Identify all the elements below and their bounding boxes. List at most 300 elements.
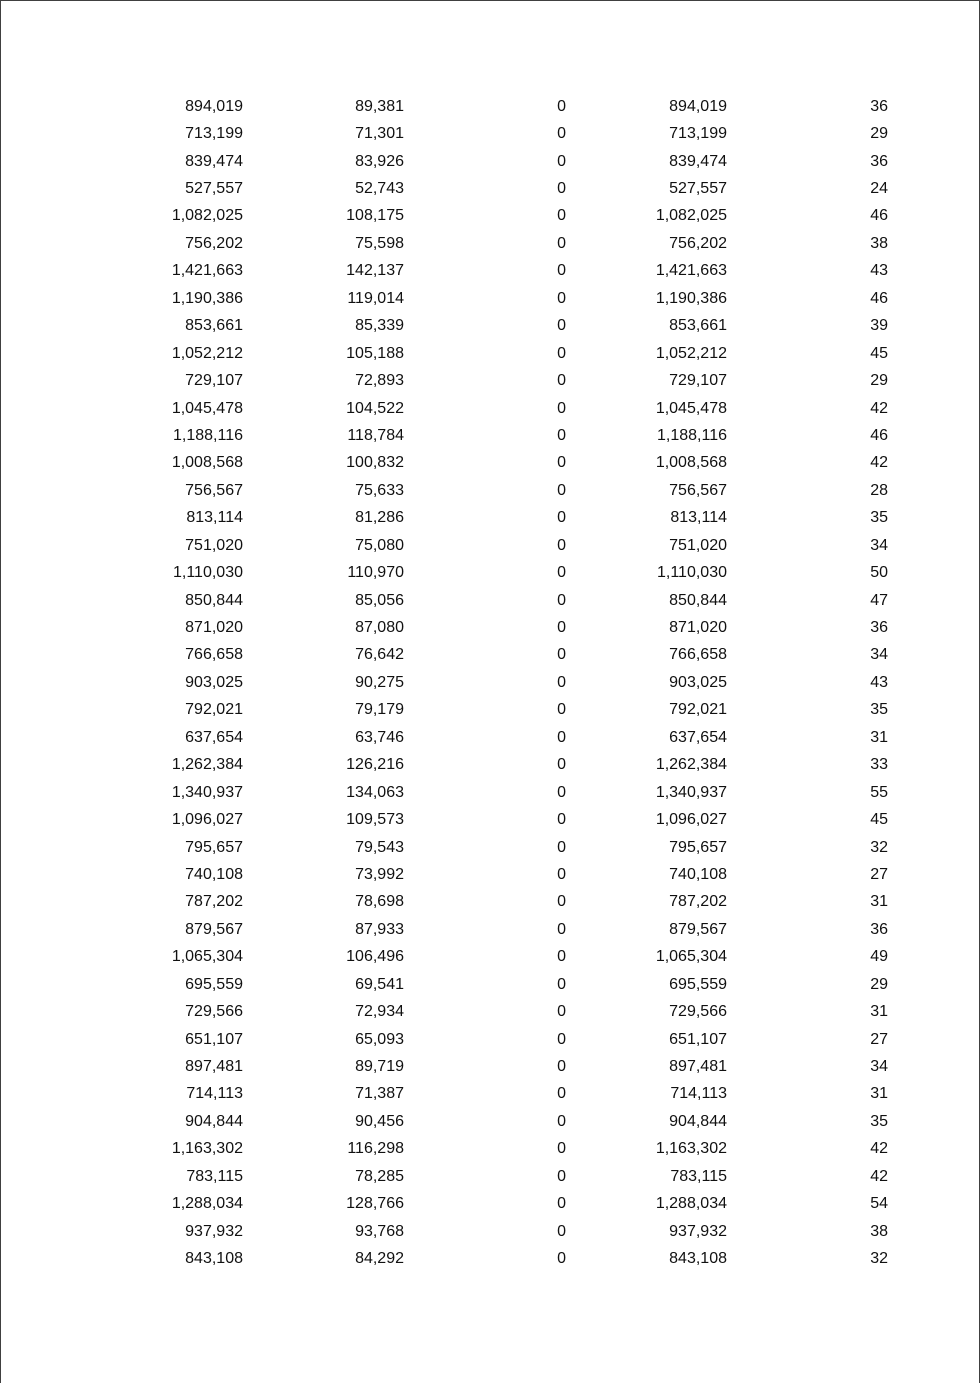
table-cell-col-1: 637,654	[185, 728, 243, 746]
table-cell-col-2: 79,543	[355, 838, 404, 856]
table-row	[0, 697, 980, 724]
table-cell-col-1: 894,019	[185, 97, 243, 115]
table-cell-col-1: 904,844	[185, 1112, 243, 1130]
row-padding	[888, 532, 980, 559]
table-cell-col-5: 42	[870, 1140, 888, 1158]
table-cell-col-3: 0	[557, 975, 566, 993]
row-padding	[888, 998, 980, 1025]
table-row	[0, 367, 980, 394]
table-cell-col-2: 108,175	[346, 207, 404, 225]
table-cell-col-2: 93,768	[355, 1222, 404, 1240]
table-cell-col-4: 1,421,663	[655, 262, 727, 280]
table-cell-col-1: 695,559	[185, 975, 243, 993]
row-padding	[888, 258, 980, 285]
table-row	[0, 285, 980, 312]
table-cell-col-2: 85,056	[355, 591, 404, 609]
row-padding	[888, 724, 980, 751]
table-cell-col-4: 903,025	[669, 673, 727, 691]
table-row	[0, 559, 980, 586]
row-padding	[888, 669, 980, 696]
table-cell-col-4: 853,661	[669, 317, 727, 335]
table-cell-col-2: 87,080	[355, 619, 404, 637]
table-row	[0, 1108, 980, 1135]
table-cell-col-5: 31	[870, 728, 888, 746]
table-cell-col-4: 695,559	[669, 975, 727, 993]
row-padding	[888, 642, 980, 669]
table-cell-col-2: 100,832	[346, 454, 404, 472]
table-cell-col-5: 42	[870, 454, 888, 472]
table-cell-col-1: 1,188,116	[173, 426, 243, 444]
table-cell-col-2: 90,275	[355, 673, 404, 691]
row-padding	[888, 971, 980, 998]
table-cell-col-2: 84,292	[355, 1250, 404, 1268]
table-row	[0, 1245, 980, 1272]
table-cell-col-3: 0	[557, 838, 566, 856]
table-cell-col-5: 35	[870, 509, 888, 527]
table-cell-col-4: 937,932	[669, 1222, 727, 1240]
row-padding	[888, 120, 980, 147]
table-cell-col-1: 714,113	[186, 1085, 243, 1103]
table-cell-col-5: 34	[870, 646, 888, 664]
table-cell-col-3: 0	[557, 646, 566, 664]
row-padding	[888, 1053, 980, 1080]
table-row	[0, 1026, 980, 1053]
table-cell-col-3: 0	[557, 1222, 566, 1240]
table-cell-col-1: 897,481	[185, 1058, 243, 1076]
table-cell-col-1: 766,658	[185, 646, 243, 664]
table-cell-col-5: 31	[870, 893, 888, 911]
table-cell-col-4: 527,557	[669, 180, 727, 198]
table-cell-col-2: 83,926	[355, 152, 404, 170]
table-cell-col-4: 756,567	[669, 481, 727, 499]
table-cell-col-4: 1,188,116	[657, 426, 727, 444]
table-row	[0, 806, 980, 833]
table-cell-col-3: 0	[557, 619, 566, 637]
table-cell-col-2: 118,784	[347, 426, 404, 444]
row-padding	[888, 587, 980, 614]
table-cell-col-2: 119,014	[347, 289, 404, 307]
row-padding	[888, 1191, 980, 1218]
row-padding	[888, 175, 980, 202]
table-cell-col-4: 714,113	[670, 1085, 727, 1103]
table-cell-col-1: 651,107	[185, 1030, 243, 1048]
table-cell-col-1: 1,163,302	[171, 1140, 243, 1158]
table-cell-col-5: 50	[870, 564, 888, 582]
table-cell-col-3: 0	[557, 591, 566, 609]
row-padding	[888, 1136, 980, 1163]
table-cell-col-4: 1,163,302	[655, 1140, 727, 1158]
table-cell-col-2: 89,381	[355, 97, 404, 115]
table-cell-col-1: 740,108	[185, 865, 243, 883]
table-cell-col-3: 0	[557, 1030, 566, 1048]
table-row	[0, 450, 980, 477]
row-padding	[888, 477, 980, 504]
table-cell-col-3: 0	[557, 180, 566, 198]
table-cell-col-2: 128,766	[346, 1195, 404, 1213]
table-cell-col-3: 0	[557, 97, 566, 115]
table-cell-col-2: 75,598	[355, 234, 404, 252]
table-row	[0, 944, 980, 971]
table-cell-col-3: 0	[557, 536, 566, 554]
table-row	[0, 1191, 980, 1218]
row-padding	[888, 505, 980, 532]
table-cell-col-1: 751,020	[185, 536, 243, 554]
table-cell-col-5: 45	[870, 811, 888, 829]
table-cell-col-4: 740,108	[669, 865, 727, 883]
table-cell-col-3: 0	[557, 865, 566, 883]
table-cell-col-3: 0	[557, 454, 566, 472]
table-cell-col-2: 87,933	[355, 920, 404, 938]
table-cell-col-4: 879,567	[669, 920, 727, 938]
table-cell-col-5: 33	[870, 756, 888, 774]
table-cell-col-5: 32	[870, 838, 888, 856]
table-cell-col-3: 0	[557, 673, 566, 691]
table-cell-col-1: 1,096,027	[171, 811, 243, 829]
table-cell-col-4: 871,020	[669, 619, 727, 637]
table-cell-col-1: 903,025	[185, 673, 243, 691]
table-row	[0, 120, 980, 147]
table-cell-col-3: 0	[557, 728, 566, 746]
table-cell-col-5: 35	[870, 701, 888, 719]
table-cell-col-5: 36	[870, 619, 888, 637]
table-cell-col-5: 55	[870, 783, 888, 801]
table-cell-col-4: 651,107	[669, 1030, 727, 1048]
table-cell-col-3: 0	[557, 1195, 566, 1213]
table-cell-col-5: 46	[870, 207, 888, 225]
row-padding	[888, 697, 980, 724]
table-cell-col-1: 853,661	[185, 317, 243, 335]
table-cell-col-2: 90,456	[355, 1112, 404, 1130]
table-row	[0, 1163, 980, 1190]
table-cell-col-4: 894,019	[669, 97, 727, 115]
table-cell-col-5: 39	[870, 317, 888, 335]
table-cell-col-2: 65,093	[355, 1030, 404, 1048]
table-cell-col-3: 0	[557, 1140, 566, 1158]
row-padding	[888, 752, 980, 779]
table-row	[0, 395, 980, 422]
table-cell-col-1: 1,008,568	[171, 454, 243, 472]
data-table	[0, 93, 980, 1273]
table-cell-col-4: 729,566	[669, 1003, 727, 1021]
table-row	[0, 93, 980, 120]
table-cell-col-2: 52,743	[355, 180, 404, 198]
table-cell-col-5: 34	[870, 536, 888, 554]
row-padding	[888, 422, 980, 449]
table-row	[0, 724, 980, 751]
table-cell-col-5: 36	[870, 97, 888, 115]
table-cell-col-4: 1,052,212	[655, 344, 727, 362]
table-cell-col-1: 792,021	[185, 701, 243, 719]
table-cell-col-4: 1,008,568	[655, 454, 727, 472]
row-padding	[888, 340, 980, 367]
table-cell-col-4: 1,288,034	[655, 1195, 727, 1213]
table-cell-col-3: 0	[557, 399, 566, 417]
table-cell-col-3: 0	[557, 1085, 566, 1103]
table-row	[0, 532, 980, 559]
table-cell-col-5: 38	[870, 1222, 888, 1240]
table-cell-col-3: 0	[557, 207, 566, 225]
table-cell-col-3: 0	[557, 152, 566, 170]
table-cell-col-4: 751,020	[669, 536, 727, 554]
table-cell-col-4: 1,096,027	[655, 811, 727, 829]
table-cell-col-1: 813,114	[186, 509, 243, 527]
table-cell-col-4: 1,110,030	[657, 564, 727, 582]
table-cell-col-1: 1,190,386	[171, 289, 243, 307]
table-cell-col-1: 850,844	[185, 591, 243, 609]
table-row	[0, 614, 980, 641]
table-cell-col-5: 45	[870, 344, 888, 362]
table-cell-col-4: 813,114	[670, 509, 727, 527]
table-cell-col-3: 0	[557, 1112, 566, 1130]
table-cell-col-5: 27	[870, 865, 888, 883]
table-cell-col-5: 24	[870, 180, 888, 198]
table-cell-col-2: 75,633	[355, 481, 404, 499]
row-padding	[888, 889, 980, 916]
table-cell-col-1: 937,932	[185, 1222, 243, 1240]
table-cell-col-2: 110,970	[347, 564, 404, 582]
table-cell-col-4: 1,340,937	[655, 783, 727, 801]
table-cell-col-2: 142,137	[346, 262, 404, 280]
row-padding	[888, 1245, 980, 1272]
table-cell-col-1: 1,340,937	[171, 783, 243, 801]
table-row	[0, 1053, 980, 1080]
row-padding	[888, 1163, 980, 1190]
table-cell-col-4: 1,262,384	[655, 756, 727, 774]
row-padding	[888, 779, 980, 806]
table-cell-col-2: 109,573	[346, 811, 404, 829]
table-row	[0, 230, 980, 257]
table-cell-col-2: 73,992	[355, 865, 404, 883]
table-cell-col-2: 105,188	[346, 344, 404, 362]
table-cell-col-4: 787,202	[669, 893, 727, 911]
table-cell-col-5: 43	[870, 262, 888, 280]
table-cell-col-1: 756,567	[185, 481, 243, 499]
table-body	[0, 93, 980, 1273]
table-cell-col-4: 1,082,025	[655, 207, 727, 225]
table-cell-col-5: 34	[870, 1058, 888, 1076]
row-padding	[888, 1218, 980, 1245]
table-cell-col-5: 31	[870, 1003, 888, 1021]
table-row	[0, 340, 980, 367]
table-cell-col-1: 1,045,478	[171, 399, 243, 417]
table-cell-col-3: 0	[557, 262, 566, 280]
table-cell-col-1: 1,052,212	[171, 344, 243, 362]
table-cell-col-1: 1,262,384	[171, 756, 243, 774]
table-cell-col-4: 843,108	[669, 1250, 727, 1268]
table-cell-col-1: 1,110,030	[173, 564, 243, 582]
table-cell-col-2: 79,179	[355, 701, 404, 719]
table-row	[0, 477, 980, 504]
table-cell-col-4: 850,844	[669, 591, 727, 609]
table-cell-col-5: 43	[870, 673, 888, 691]
row-padding	[888, 203, 980, 230]
table-cell-col-3: 0	[557, 1167, 566, 1185]
table-cell-col-5: 29	[870, 125, 888, 143]
table-cell-col-2: 72,934	[355, 1003, 404, 1021]
table-cell-col-3: 0	[557, 893, 566, 911]
table-cell-col-3: 0	[557, 1250, 566, 1268]
row-padding	[888, 395, 980, 422]
row-padding	[888, 916, 980, 943]
row-padding	[888, 93, 980, 120]
table-cell-col-4: 1,190,386	[655, 289, 727, 307]
table-cell-col-4: 897,481	[669, 1058, 727, 1076]
table-cell-col-2: 81,286	[355, 509, 404, 527]
table-cell-col-5: 38	[870, 234, 888, 252]
table-cell-col-3: 0	[557, 372, 566, 390]
table-cell-col-5: 31	[870, 1085, 888, 1103]
table-cell-col-5: 36	[870, 152, 888, 170]
table-cell-col-3: 0	[557, 811, 566, 829]
table-cell-col-5: 27	[870, 1030, 888, 1048]
table-row	[0, 1081, 980, 1108]
table-cell-col-3: 0	[557, 344, 566, 362]
table-row	[0, 422, 980, 449]
table-cell-col-4: 729,107	[669, 372, 727, 390]
table-cell-col-1: 729,566	[185, 1003, 243, 1021]
table-cell-col-1: 713,199	[185, 125, 243, 143]
table-cell-col-1: 843,108	[185, 1250, 243, 1268]
table-cell-col-1: 756,202	[185, 234, 243, 252]
table-cell-col-2: 78,285	[355, 1167, 404, 1185]
row-padding	[888, 230, 980, 257]
table-cell-col-2: 106,496	[346, 948, 404, 966]
table-cell-col-3: 0	[557, 756, 566, 774]
table-cell-col-1: 783,115	[186, 1167, 243, 1185]
table-row	[0, 752, 980, 779]
table-cell-col-5: 36	[870, 920, 888, 938]
row-padding	[888, 148, 980, 175]
table-cell-col-4: 839,474	[669, 152, 727, 170]
table-cell-col-2: 69,541	[355, 975, 404, 993]
table-cell-col-3: 0	[557, 920, 566, 938]
row-padding	[888, 367, 980, 394]
row-padding	[888, 313, 980, 340]
table-row	[0, 971, 980, 998]
table-row	[0, 916, 980, 943]
table-cell-col-3: 0	[557, 426, 566, 444]
table-cell-col-5: 46	[870, 426, 888, 444]
table-cell-col-2: 89,719	[355, 1058, 404, 1076]
table-row	[0, 148, 980, 175]
row-padding	[888, 944, 980, 971]
row-padding	[888, 861, 980, 888]
table-cell-col-1: 787,202	[185, 893, 243, 911]
table-row	[0, 998, 980, 1025]
table-cell-col-1: 871,020	[185, 619, 243, 637]
table-cell-col-3: 0	[557, 289, 566, 307]
table-row	[0, 834, 980, 861]
table-cell-col-4: 904,844	[669, 1112, 727, 1130]
table-row	[0, 669, 980, 696]
table-row	[0, 779, 980, 806]
table-cell-col-5: 42	[870, 399, 888, 417]
row-padding	[888, 450, 980, 477]
table-cell-col-2: 75,080	[355, 536, 404, 554]
row-padding	[888, 806, 980, 833]
table-cell-col-4: 756,202	[669, 234, 727, 252]
table-row	[0, 175, 980, 202]
table-cell-col-4: 637,654	[669, 728, 727, 746]
row-padding	[888, 1081, 980, 1108]
table-cell-col-5: 29	[870, 372, 888, 390]
table-cell-col-1: 527,557	[185, 180, 243, 198]
table-cell-col-2: 76,642	[355, 646, 404, 664]
table-cell-col-1: 839,474	[185, 152, 243, 170]
table-cell-col-4: 1,045,478	[655, 399, 727, 417]
table-cell-col-2: 126,216	[346, 756, 404, 774]
table-cell-col-5: 46	[870, 289, 888, 307]
table-cell-col-1: 1,065,304	[171, 948, 243, 966]
row-padding	[888, 1026, 980, 1053]
table-cell-col-3: 0	[557, 1058, 566, 1076]
table-cell-col-2: 71,387	[355, 1085, 404, 1103]
table-row	[0, 313, 980, 340]
row-padding	[888, 614, 980, 641]
table-cell-col-2: 134,063	[346, 783, 404, 801]
table-cell-col-1: 1,288,034	[171, 1195, 243, 1213]
table-row	[0, 1136, 980, 1163]
table-row	[0, 1218, 980, 1245]
table-cell-col-4: 766,658	[669, 646, 727, 664]
table-cell-col-5: 35	[870, 1112, 888, 1130]
table-cell-col-2: 72,893	[355, 372, 404, 390]
table-cell-col-5: 49	[870, 948, 888, 966]
table-cell-col-2: 78,698	[355, 893, 404, 911]
row-padding	[888, 834, 980, 861]
table-cell-col-3: 0	[557, 948, 566, 966]
table-cell-col-2: 116,298	[347, 1140, 404, 1158]
table-cell-col-3: 0	[557, 564, 566, 582]
table-row	[0, 889, 980, 916]
table-cell-col-2: 71,301	[355, 125, 404, 143]
table-row	[0, 203, 980, 230]
table-cell-col-4: 792,021	[669, 701, 727, 719]
row-padding	[888, 1108, 980, 1135]
table-cell-col-5: 29	[870, 975, 888, 993]
table-cell-col-1: 729,107	[185, 372, 243, 390]
table-cell-col-5: 47	[870, 591, 888, 609]
table-row	[0, 258, 980, 285]
table-cell-col-5: 32	[870, 1250, 888, 1268]
table-cell-col-5: 42	[870, 1167, 888, 1185]
table-row	[0, 587, 980, 614]
table-cell-col-1: 795,657	[185, 838, 243, 856]
table-cell-col-4: 783,115	[670, 1167, 727, 1185]
table-cell-col-3: 0	[557, 783, 566, 801]
table-cell-col-3: 0	[557, 701, 566, 719]
table-cell-col-2: 104,522	[346, 399, 404, 417]
table-cell-col-2: 63,746	[355, 728, 404, 746]
row-padding	[888, 285, 980, 312]
table-cell-col-1: 1,082,025	[171, 207, 243, 225]
table-cell-col-1: 1,421,663	[171, 262, 243, 280]
table-cell-col-3: 0	[557, 125, 566, 143]
row-padding	[888, 559, 980, 586]
table-cell-col-4: 795,657	[669, 838, 727, 856]
table-cell-col-4: 1,065,304	[655, 948, 727, 966]
table-cell-col-4: 713,199	[669, 125, 727, 143]
table-row	[0, 642, 980, 669]
table-cell-col-3: 0	[557, 234, 566, 252]
table-row	[0, 505, 980, 532]
table-cell-col-3: 0	[557, 481, 566, 499]
table-cell-col-5: 54	[870, 1195, 888, 1213]
table-cell-col-5: 28	[870, 481, 888, 499]
table-cell-col-3: 0	[557, 317, 566, 335]
table-cell-col-3: 0	[557, 509, 566, 527]
table-row	[0, 861, 980, 888]
